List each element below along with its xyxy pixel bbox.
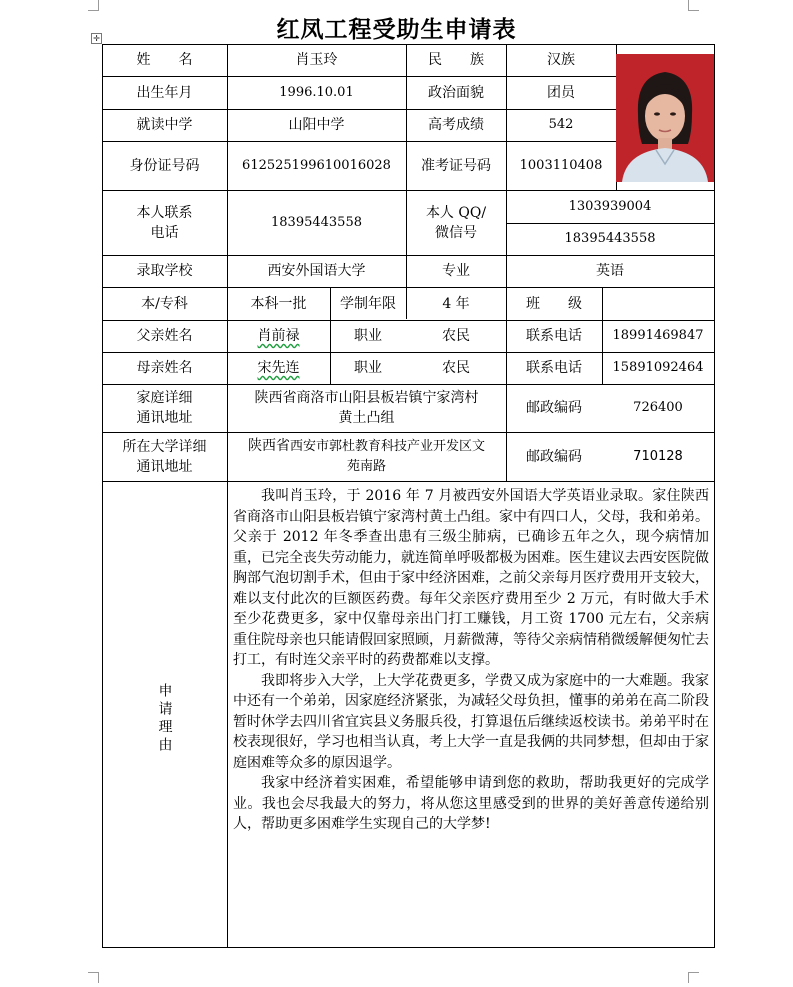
level-label: 本/专科	[141, 295, 188, 312]
page-corner-mark	[688, 0, 699, 11]
ethnicity-value: 汉族	[547, 52, 575, 68]
wechat-value: 18395443558	[564, 231, 656, 246]
home-address-label: 家庭详细 通讯地址	[136, 390, 193, 426]
exam-number-value: 1003110408	[519, 157, 603, 173]
application-table	[102, 44, 714, 948]
home-zip-label: 邮政编码	[526, 400, 582, 416]
table-move-handle-icon[interactable]: ✛	[91, 33, 102, 44]
university-address-label: 所在大学详细 通讯地址	[122, 438, 207, 475]
qq-wechat-label: 本人 QQ/ 微信号	[425, 204, 487, 241]
birth-value: 1996.10.01	[279, 84, 354, 100]
reason-text	[233, 486, 709, 835]
exam-number-label: 准考证号码	[421, 157, 491, 174]
major-value: 英语	[596, 263, 624, 279]
id-value: 612525199610016028	[242, 157, 391, 173]
score-label: 高考成绩	[428, 117, 484, 133]
mother-job-label: 职业	[354, 360, 382, 376]
political-value: 团员	[547, 84, 575, 101]
reason-paragraph: 我家中经济着实困难，希望能够申请到您的救助，帮助我更好的完成学业。我也会尽我最大的努力，将从您这里感受到的世界的美好善意传递给别人，帮助更多困难学生实现自己的大学梦!	[233, 775, 709, 832]
university-value: 西安外国语大学	[267, 263, 366, 279]
university-address-value: 陕西省西安市郭杜教育科技产业开发区文 苑南路	[247, 438, 485, 474]
father-job-value: 农民	[442, 328, 470, 344]
level-value: 本科一批	[250, 295, 307, 312]
class-label: 班 级	[526, 295, 582, 312]
home-zip-value: 726400	[633, 400, 683, 415]
major-label: 专业	[442, 263, 470, 279]
reason-paragraph: 我即将步入大学，上大学花费更多，学费又成为家庭中的一大难题。我家中还有一个弟弟，因家庭经济紧张，为减轻父母负担，懂事的弟弟在高二阶段暂时休学去四川省宜宾县义务服兵役，打算退伍后继续返校读书。弟弟平时在校表现很好，学习也相当认真，考上大学一直是我俩的共同梦想，但却由于家庭困难等众多的原因退学。	[233, 672, 709, 771]
mother-job-value: 农民	[442, 360, 470, 376]
name-value: 肖玉玲	[295, 52, 338, 68]
university-label: 录取学校	[136, 263, 193, 279]
father-phone-label: 联系电话	[526, 328, 582, 344]
name-label: 姓 名	[136, 52, 193, 68]
mother-name-value: 宋先连	[257, 360, 300, 376]
university-zip-value: 710128	[633, 448, 683, 464]
phone-label: 本人联系 电话	[136, 204, 193, 241]
birth-label: 出生年月	[136, 84, 193, 101]
page-corner-mark	[688, 972, 699, 983]
score-value: 542	[548, 117, 574, 132]
qq-value: 1303939004	[568, 198, 652, 214]
applicant-photo	[616, 54, 714, 182]
years-label: 学制年限	[340, 295, 396, 312]
phone-value: 18395443558	[271, 214, 362, 230]
university-zip-label: 邮政编码	[526, 448, 582, 465]
years-value: 4 年	[442, 295, 470, 312]
school-value: 山阳中学	[288, 117, 345, 133]
ethnicity-label: 民 族	[428, 52, 484, 68]
father-phone-value: 18991469847	[612, 328, 704, 343]
id-label: 身份证号码	[129, 157, 200, 174]
page-title: 红凤工程受助生申请表	[276, 16, 517, 43]
class-value	[602, 287, 714, 320]
father-name-value: 肖前禄	[257, 328, 300, 344]
page-corner-mark	[88, 0, 99, 11]
father-name-label: 父亲姓名	[136, 328, 193, 344]
school-label: 就读中学	[136, 117, 193, 133]
page-corner-mark	[88, 972, 99, 983]
reason-paragraph: 我叫肖玉玲，于 2016 年 7 月被西安外国语大学英语业录取。家住陕西省商洛市山阳县板岩镇宁家湾村黄土凸组。家中有四口人，父母，我和弟弟。父亲于 2012 年冬季查出患有三级尘肺病，已确诊五年之久，现今病情加重，已完全丧失劳动能力，就连简单呼吸都极为困难。医生建议去西安医院做胸部气泡切割手术，但由于家中经济困难，之前父亲每月医疗费用开支较大，难以支付此次的巨额医药费。每年父亲医疗费用至少 2 万元，有时做大手术至少花费更多，家中仅靠母亲出门打工赚钱，月工资 1700 元左右，父亲病重住院母亲也只能请假回家照顾，月薪微薄，等待父亲病情稍微缓解便匆忙去打工，有时连父亲平时的药费都难以支撑。	[233, 488, 709, 668]
mother-phone-value: 15891092464	[612, 360, 704, 375]
mother-name-label: 母亲姓名	[136, 360, 193, 376]
home-address-value: 陕西省商洛市山阳县板岩镇宁家湾村 黄土凸组	[254, 390, 479, 426]
political-label: 政治面貌	[428, 84, 484, 101]
mother-phone-label: 联系电话	[526, 360, 582, 376]
reason-label: 申请理由	[156, 683, 173, 755]
father-job-label: 职业	[354, 328, 382, 344]
